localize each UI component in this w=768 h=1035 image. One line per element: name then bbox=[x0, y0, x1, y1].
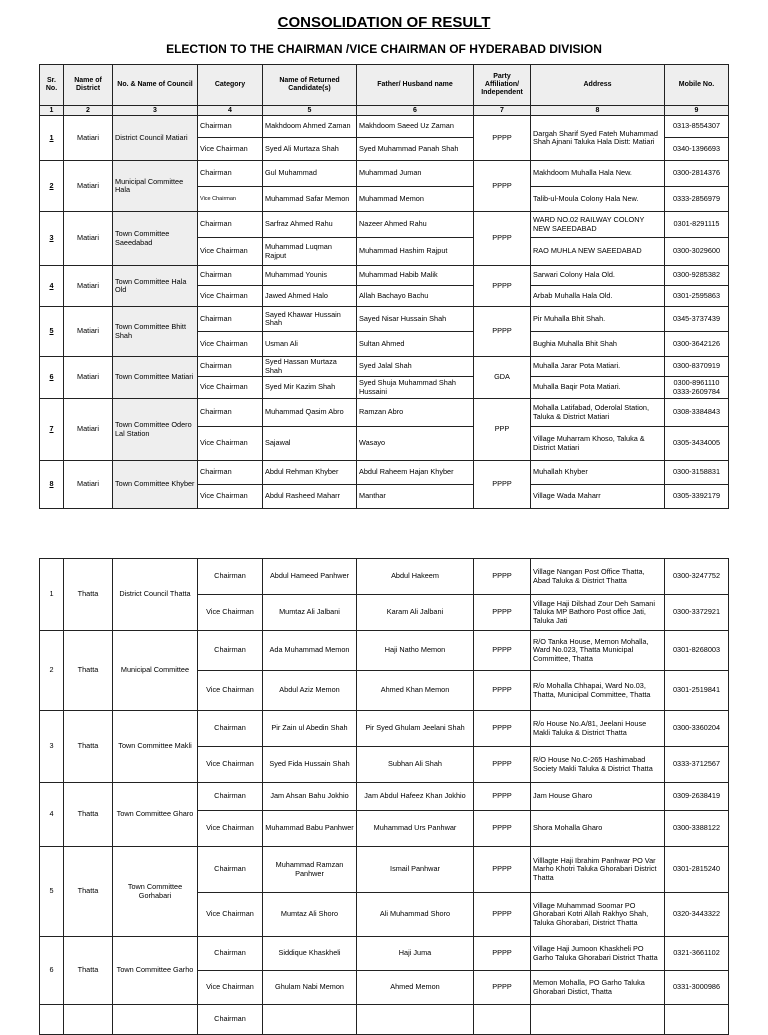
council-cell: Municipal Committee bbox=[113, 631, 198, 711]
sr-no-cell: 4 bbox=[40, 783, 64, 847]
party-cell: PPPP bbox=[474, 266, 531, 307]
header-category: Category bbox=[198, 65, 263, 106]
mobile-cell: 0300-3642126 bbox=[665, 332, 729, 357]
mobile-cell: 0300-8961110 0333-2609784 bbox=[665, 377, 729, 399]
candidate-cell: Muhammad Qasim Abro bbox=[263, 399, 357, 427]
sr-no-cell: 3 bbox=[40, 711, 64, 783]
category-cell: Chairman bbox=[198, 847, 263, 893]
column-number-row bbox=[40, 106, 729, 116]
council-cell bbox=[113, 1005, 198, 1035]
column-number: 9 bbox=[665, 106, 729, 116]
candidate-cell: Abdul Rasheed Maharr bbox=[263, 485, 357, 509]
mobile-cell: 0301-8268003 bbox=[665, 631, 729, 671]
address-cell: Village Haji Dilshad Zour Deh Samani Taluka MP Bathoro Post office Jati, Taluka Jati bbox=[531, 595, 665, 631]
page-title: CONSOLIDATION OF RESULT bbox=[277, 14, 491, 31]
candidate-cell: Mumtaz Ali Shoro bbox=[263, 893, 357, 937]
mobile-cell: 0333-3712567 bbox=[665, 747, 729, 783]
table-row bbox=[40, 307, 729, 332]
address-cell: Memon Mohalla, PO Garho Taluka Ghorabari Distict, Thatta bbox=[531, 971, 665, 1005]
column-number: 1 bbox=[40, 106, 64, 116]
father-name-cell: Nazeer Ahmed Rahu bbox=[357, 212, 474, 238]
council-cell: Town Committee Gharo bbox=[113, 783, 198, 847]
candidate-cell: Syed Hassan Murtaza Shah bbox=[263, 357, 357, 377]
mobile-cell: 0300-3247752 bbox=[665, 559, 729, 595]
father-name-cell: Wasayo bbox=[357, 427, 474, 461]
father-name-cell: Sultan Ahmed bbox=[357, 332, 474, 357]
address-cell bbox=[531, 1005, 665, 1035]
district-cell: Matiari bbox=[64, 266, 113, 307]
mobile-cell: 0300-9285382 bbox=[665, 266, 729, 286]
sr-no-cell: 5 bbox=[40, 847, 64, 937]
candidate-cell: Abdul Aziz Memon bbox=[263, 671, 357, 711]
council-cell: Town Committee Odero Lal Station bbox=[113, 399, 198, 461]
party-cell: PPPP bbox=[474, 747, 531, 783]
candidate-cell: Makhdoom Ahmed Zaman bbox=[263, 116, 357, 138]
category-cell: Vice Chairman bbox=[198, 671, 263, 711]
council-cell: Town Committee Saeedabad bbox=[113, 212, 198, 266]
district-cell: Matiari bbox=[64, 116, 113, 161]
mobile-cell: 0340-1396693 bbox=[665, 138, 729, 161]
father-name-cell: Haji Natho Memon bbox=[357, 631, 474, 671]
address-cell: R/O House No.C-265 Hashimabad Society Makli Taluka & District Thatta bbox=[531, 747, 665, 783]
father-name-cell: Makhdoom Saeed Uz Zaman bbox=[357, 116, 474, 138]
sr-no-cell: 1 bbox=[40, 116, 64, 161]
mobile-cell: 0333-2856979 bbox=[665, 187, 729, 212]
address-cell: Makhdoom Muhalla Hala New. bbox=[531, 161, 665, 187]
category-cell: Chairman bbox=[198, 116, 263, 138]
party-cell: PPPP bbox=[474, 161, 531, 212]
mobile-cell: 0301-2815240 bbox=[665, 847, 729, 893]
district-cell: Matiari bbox=[64, 399, 113, 461]
sr-no-cell: 5 bbox=[40, 307, 64, 357]
party-cell: PPP bbox=[474, 399, 531, 461]
father-name-cell: Pir Syed Ghulam Jeelani Shah bbox=[357, 711, 474, 747]
mobile-cell: 0305-3434005 bbox=[665, 427, 729, 461]
party-cell: PPPP bbox=[474, 671, 531, 711]
category-cell: Vice Chairman bbox=[198, 811, 263, 847]
party-cell: PPPP bbox=[474, 595, 531, 631]
candidate-cell: Usman Ali bbox=[263, 332, 357, 357]
father-name-cell: Ahmed Khan Memon bbox=[357, 671, 474, 711]
candidate-cell: Ghulam Nabi Memon bbox=[263, 971, 357, 1005]
address-cell: Village Nangan Post Office Thatta, Abad Taluka & District Thatta bbox=[531, 559, 665, 595]
mobile-cell: 0300-3372921 bbox=[665, 595, 729, 631]
party-cell: PPPP bbox=[474, 307, 531, 357]
table-row bbox=[40, 847, 729, 893]
category-cell: Vice Chairman bbox=[198, 286, 263, 307]
sr-no-cell: 7 bbox=[40, 399, 64, 461]
table-row bbox=[40, 1005, 729, 1035]
district-cell: Thatta bbox=[64, 937, 113, 1005]
address-cell: R/O Tanka House, Memon Mohalla, Ward No.023, Thatta Municipal Committee, Thatta bbox=[531, 631, 665, 671]
header-candidate: Name of Returned Candidate(s) bbox=[263, 65, 357, 106]
council-cell: Town Committee Makli bbox=[113, 711, 198, 783]
category-cell: Chairman bbox=[198, 161, 263, 187]
address-cell: RAO MUHLA NEW SAEEDABAD bbox=[531, 238, 665, 266]
header-party: Party Affiliation/ Independent bbox=[474, 65, 531, 106]
address-cell: Pir Muhalla Bhit Shah. bbox=[531, 307, 665, 332]
district-cell: Matiari bbox=[64, 461, 113, 509]
address-cell: Village Muharram Khoso, Taluka & District Matiari bbox=[531, 427, 665, 461]
district-cell: Matiari bbox=[64, 212, 113, 266]
father-name-cell: Muhammad Urs Panhwar bbox=[357, 811, 474, 847]
candidate-cell: Ada Muhammad Memon bbox=[263, 631, 357, 671]
council-cell: Town Committee Matiari bbox=[113, 357, 198, 399]
category-cell: Vice Chairman bbox=[198, 427, 263, 461]
sr-no-cell: 6 bbox=[40, 937, 64, 1005]
father-name-cell: Muhammad Memon bbox=[357, 187, 474, 212]
address-cell: Bughia Muhalla Bhit Shah bbox=[531, 332, 665, 357]
candidate-cell: Sajawal bbox=[263, 427, 357, 461]
results-table-matiari bbox=[39, 64, 729, 509]
address-cell: Muhalla Baqir Pota Matiari. bbox=[531, 377, 665, 399]
father-name-cell: Ismail Panhwar bbox=[357, 847, 474, 893]
candidate-cell: Syed Mir Kazim Shah bbox=[263, 377, 357, 399]
category-cell: Chairman bbox=[198, 559, 263, 595]
mobile-cell: 0300-2814376 bbox=[665, 161, 729, 187]
category-cell: Vice Chairman bbox=[198, 485, 263, 509]
table-row bbox=[40, 783, 729, 811]
category-cell: Chairman bbox=[198, 631, 263, 671]
mobile-cell: 0300-8370919 bbox=[665, 357, 729, 377]
category-cell: Vice Chairman bbox=[198, 238, 263, 266]
table-row bbox=[40, 266, 729, 286]
category-cell: Vice Chairman bbox=[198, 893, 263, 937]
district-cell bbox=[64, 1005, 113, 1035]
party-cell: PPPP bbox=[474, 937, 531, 971]
candidate-cell: Syed Ali Murtaza Shah bbox=[263, 138, 357, 161]
party-cell: PPPP bbox=[474, 631, 531, 671]
father-name-cell: Sayed Nisar Hussain Shah bbox=[357, 307, 474, 332]
district-cell: Thatta bbox=[64, 783, 113, 847]
address-cell: Sarwari Colony Hala Old. bbox=[531, 266, 665, 286]
father-name-cell: Abdul Raheem Hajan Khyber bbox=[357, 461, 474, 485]
category-cell: Vice Chairman bbox=[198, 595, 263, 631]
council-cell: Town Committee Garho bbox=[113, 937, 198, 1005]
address-cell: Muhallah Khyber bbox=[531, 461, 665, 485]
sr-no-cell: 1 bbox=[40, 559, 64, 631]
mobile-cell: 0301-2519841 bbox=[665, 671, 729, 711]
mobile-cell: 0300-3360204 bbox=[665, 711, 729, 747]
address-cell: Mohalla Latifabad, Oderolal Station, Taluka & District Matiari bbox=[531, 399, 665, 427]
district-cell: Thatta bbox=[64, 711, 113, 783]
candidate-cell: Syed Fida Hussain Shah bbox=[263, 747, 357, 783]
mobile-cell: 0321-3661102 bbox=[665, 937, 729, 971]
table-row bbox=[40, 399, 729, 427]
father-name-cell: Syed Muhammad Panah Shah bbox=[357, 138, 474, 161]
header-father: Father/ Husband name bbox=[357, 65, 474, 106]
category-cell: Vice Chairman bbox=[198, 971, 263, 1005]
candidate-cell: Pir Zain ul Abedin Shah bbox=[263, 711, 357, 747]
sr-no-cell bbox=[40, 1005, 64, 1035]
address-cell: Jam House Gharo bbox=[531, 783, 665, 811]
header-sr-no: Sr. No. bbox=[40, 65, 64, 106]
mobile-cell: 0300-3158831 bbox=[665, 461, 729, 485]
candidate-cell: Muhammad Ramzan Panhwer bbox=[263, 847, 357, 893]
table-row bbox=[40, 116, 729, 138]
father-name-cell: Abdul Hakeem bbox=[357, 559, 474, 595]
sr-no-cell: 2 bbox=[40, 161, 64, 212]
party-cell: PPPP bbox=[474, 971, 531, 1005]
address-cell: Village Wada Maharr bbox=[531, 485, 665, 509]
table-row bbox=[40, 937, 729, 971]
district-cell: Matiari bbox=[64, 161, 113, 212]
category-cell: Chairman bbox=[198, 461, 263, 485]
council-cell: Municipal Committee Hala bbox=[113, 161, 198, 212]
category-cell: Chairman bbox=[198, 307, 263, 332]
address-cell: R/o House No.A/81, Jeelani House Makli Taluka & District Thatta bbox=[531, 711, 665, 747]
table-row bbox=[40, 357, 729, 377]
candidate-cell: Gul Muhammad bbox=[263, 161, 357, 187]
category-cell: Chairman bbox=[198, 212, 263, 238]
sr-no-cell: 4 bbox=[40, 266, 64, 307]
sr-no-cell: 8 bbox=[40, 461, 64, 509]
candidate-cell: Siddique Khaskheli bbox=[263, 937, 357, 971]
father-name-cell: Manthar bbox=[357, 485, 474, 509]
page-subtitle: ELECTION TO THE CHAIRMAN /VICE CHAIRMAN OF HYDERABAD DIVISION bbox=[166, 42, 602, 56]
category-cell: Chairman bbox=[198, 783, 263, 811]
address-cell: R/o Mohalla Chhapai, Ward No.03, Thatta, Municipal Committee, Thatta bbox=[531, 671, 665, 711]
district-cell: Matiari bbox=[64, 357, 113, 399]
category-cell: Chairman bbox=[198, 266, 263, 286]
address-cell: Arbab Muhalla Hala Old. bbox=[531, 286, 665, 307]
table-row bbox=[40, 461, 729, 485]
candidate-cell bbox=[263, 1005, 357, 1035]
father-name-cell: Syed Shuja Muhammad Shah Hussaini bbox=[357, 377, 474, 399]
father-name-cell: Muhammad Habib Malik bbox=[357, 266, 474, 286]
candidate-cell: Muhammad Luqman Rajput bbox=[263, 238, 357, 266]
table-row bbox=[40, 711, 729, 747]
column-number: 2 bbox=[64, 106, 113, 116]
candidate-cell: Abdul Rehman Khyber bbox=[263, 461, 357, 485]
header-council: No. & Name of Council bbox=[113, 65, 198, 106]
header-mobile: Mobile No. bbox=[665, 65, 729, 106]
category-cell: Vice Chairman bbox=[198, 377, 263, 399]
table-row bbox=[40, 631, 729, 671]
father-name-cell: Ahmed Memon bbox=[357, 971, 474, 1005]
category-cell: Chairman bbox=[198, 711, 263, 747]
party-cell: PPPP bbox=[474, 559, 531, 595]
category-cell: Chairman bbox=[198, 399, 263, 427]
column-number: 8 bbox=[531, 106, 665, 116]
father-name-cell: Jam Abdul Hafeez Khan Jokhio bbox=[357, 783, 474, 811]
party-cell: GDA bbox=[474, 357, 531, 399]
party-cell: PPPP bbox=[474, 212, 531, 266]
mobile-cell: 0320-3443322 bbox=[665, 893, 729, 937]
mobile-cell: 0331-3000986 bbox=[665, 971, 729, 1005]
results-table-thatta bbox=[39, 558, 729, 1035]
candidate-cell: Abdul Hameed Panhwer bbox=[263, 559, 357, 595]
candidate-cell: Muhammad Safar Memon bbox=[263, 187, 357, 212]
category-cell: Vice Chairman bbox=[198, 332, 263, 357]
table-row bbox=[40, 212, 729, 238]
category-cell: Chairman bbox=[198, 1005, 263, 1035]
father-name-cell: Ali Muhammad Shoro bbox=[357, 893, 474, 937]
category-cell: Vice Chairman bbox=[198, 747, 263, 783]
category-cell: Vice Chairman bbox=[198, 187, 263, 212]
father-name-cell: Karam Ali Jalbani bbox=[357, 595, 474, 631]
table-row bbox=[40, 161, 729, 187]
party-cell bbox=[474, 1005, 531, 1035]
council-cell: Town Committee Khyber bbox=[113, 461, 198, 509]
candidate-cell: Sarfraz Ahmed Rahu bbox=[263, 212, 357, 238]
father-name-cell: Syed Jalal Shah bbox=[357, 357, 474, 377]
mobile-cell: 0313-8554307 bbox=[665, 116, 729, 138]
address-cell: Village Haji Jumoon Khaskheli PO Garho Taluka Ghorabari District Thatta bbox=[531, 937, 665, 971]
table-row bbox=[40, 559, 729, 595]
district-cell: Thatta bbox=[64, 559, 113, 631]
father-name-cell: Ramzan Abro bbox=[357, 399, 474, 427]
father-name-cell bbox=[357, 1005, 474, 1035]
mobile-cell: 0300-3388122 bbox=[665, 811, 729, 847]
address-cell: Dargah Sharif Syed Fateh Muhammad Shah Ajnani Taluka Hala Distt: Matiari bbox=[531, 116, 665, 161]
category-cell: Chairman bbox=[198, 937, 263, 971]
mobile-cell: 0300-3029600 bbox=[665, 238, 729, 266]
mobile-cell: 0301-8291115 bbox=[665, 212, 729, 238]
address-cell: Villlagte Haji Ibrahim Panhwar PO Var Marho Khotri Taluka Ghorabari District Thatta bbox=[531, 847, 665, 893]
address-cell: Village Muhammad Soomar PO Ghorabari Kotri Allah Rakhyo Shah, Taluka Ghorabari, District Thatta bbox=[531, 893, 665, 937]
address-cell: Muhalla Jarar Pota Matiari. bbox=[531, 357, 665, 377]
column-number: 6 bbox=[357, 106, 474, 116]
council-cell: District Council Matiari bbox=[113, 116, 198, 161]
father-name-cell: Subhan Ali Shah bbox=[357, 747, 474, 783]
father-name-cell: Muhammad Hashim Rajput bbox=[357, 238, 474, 266]
header-district: Name of District bbox=[64, 65, 113, 106]
mobile-cell: 0305-3392179 bbox=[665, 485, 729, 509]
district-cell: Matiari bbox=[64, 307, 113, 357]
council-cell: Town Committee Bhitt Shah bbox=[113, 307, 198, 357]
sr-no-cell: 6 bbox=[40, 357, 64, 399]
father-name-cell: Haji Juma bbox=[357, 937, 474, 971]
party-cell: PPPP bbox=[474, 893, 531, 937]
mobile-cell: 0301-2595863 bbox=[665, 286, 729, 307]
candidate-cell: Muhammad Younis bbox=[263, 266, 357, 286]
mobile-cell: 0309-2638419 bbox=[665, 783, 729, 811]
district-cell: Thatta bbox=[64, 847, 113, 937]
party-cell: PPPP bbox=[474, 711, 531, 747]
party-cell: PPPP bbox=[474, 811, 531, 847]
candidate-cell: Muhammad Babu Panhwer bbox=[263, 811, 357, 847]
mobile-cell: 0308-3384843 bbox=[665, 399, 729, 427]
party-cell: PPPP bbox=[474, 783, 531, 811]
father-name-cell: Allah Bachayo Bachu bbox=[357, 286, 474, 307]
candidate-cell: Mumtaz Ali Jalbani bbox=[263, 595, 357, 631]
header-address: Address bbox=[531, 65, 665, 106]
address-cell: WARD NO.02 RAILWAY COLONY NEW SAEEDABAD bbox=[531, 212, 665, 238]
mobile-cell bbox=[665, 1005, 729, 1035]
column-number: 3 bbox=[113, 106, 198, 116]
council-cell: District Council Thatta bbox=[113, 559, 198, 631]
category-cell: Vice Chairman bbox=[198, 138, 263, 161]
address-cell: Shora Mohalla Gharo bbox=[531, 811, 665, 847]
council-cell: Town Committee Gorhabari bbox=[113, 847, 198, 937]
mobile-cell: 0345-3737439 bbox=[665, 307, 729, 332]
district-cell: Thatta bbox=[64, 631, 113, 711]
sr-no-cell: 3 bbox=[40, 212, 64, 266]
candidate-cell: Sayed Khawar Hussain Shah bbox=[263, 307, 357, 332]
address-cell: Talib-ul-Moula Colony Hala New. bbox=[531, 187, 665, 212]
party-cell: PPPP bbox=[474, 847, 531, 893]
category-cell: Chairman bbox=[198, 357, 263, 377]
candidate-cell: Jawed Ahmed Halo bbox=[263, 286, 357, 307]
father-name-cell: Muhammad Juman bbox=[357, 161, 474, 187]
party-cell: PPPP bbox=[474, 116, 531, 161]
column-number: 7 bbox=[474, 106, 531, 116]
table-header-row bbox=[40, 65, 729, 106]
candidate-cell: Jam Ahsan Bahu Jokhio bbox=[263, 783, 357, 811]
party-cell: PPPP bbox=[474, 461, 531, 509]
column-number: 5 bbox=[263, 106, 357, 116]
column-number: 4 bbox=[198, 106, 263, 116]
sr-no-cell: 2 bbox=[40, 631, 64, 711]
council-cell: Town Committee Hala Old bbox=[113, 266, 198, 307]
